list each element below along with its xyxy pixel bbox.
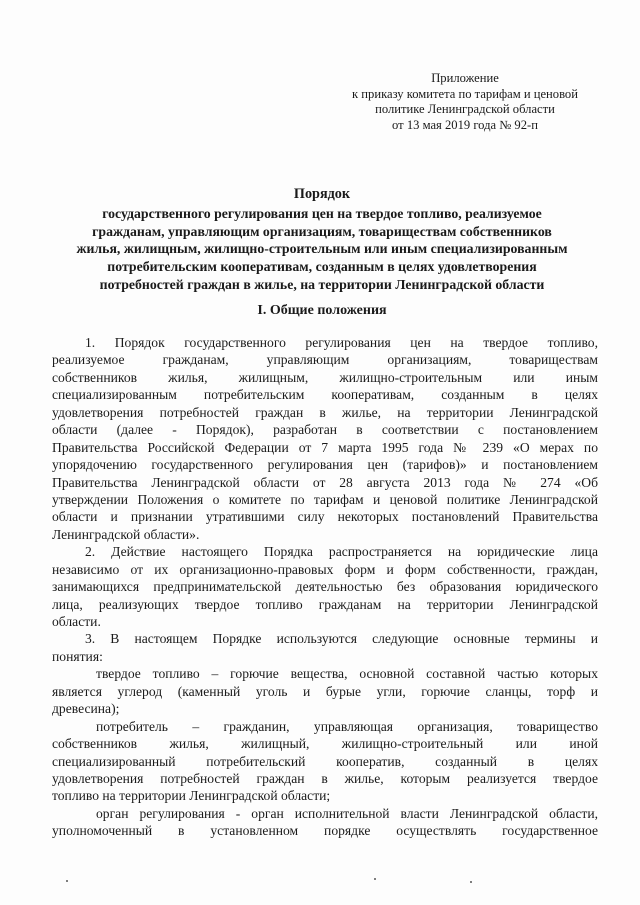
paragraph-line: понятия: [52,648,103,664]
appendix-line: политике Ленинградской области [375,102,555,116]
appendix-header [330,71,600,133]
scan-speck [66,880,68,882]
paragraph-line: древесина); [52,701,120,717]
appendix-line: к приказу комитета по тарифам и ценовой [352,86,578,101]
paragraph-line: области и признании утратившими силу некоторых постановлений Правительства [52,509,598,525]
paragraph-line: 3. В настоящем Порядке используются следующие основные термины и [85,631,598,647]
paragraph-line: потребитель – гражданин, управляющая организация, товарищество [96,718,598,734]
paragraph-line: удовлетворения потребностей граждан в жилье, на территории Ленинградской [52,404,598,420]
section-heading: I. Общие положения [257,303,387,318]
paragraph-line: Правительства Ленинградской области от 28 августа 2013 года № 274 «Об [52,474,598,490]
title-line: государственного регулирования цен на твердое топливо, реализуемое [102,205,542,221]
title-line: потребительским кооперативам, созданным в целях удовлетворения [107,259,537,275]
paragraph-line: является углерод (каменный уголь и бурые угли, горючие сланцы, торф и [52,683,598,699]
paragraph-line: орган регулирования - орган исполнительной власти Ленинградской области, [96,805,598,821]
paragraph-line: утверждении Положения о комитете по тарифам и ценовой политике Ленинградской [52,491,598,507]
paragraph-line: удовлетворения потребностей граждан в жилье, которым реализуется твердое [52,770,598,786]
paragraph-line: упорядочению государственного регулирования цен (тарифов)» и постановлением [52,457,598,473]
paragraph-line: Правительства Российской Федерации от 7 марта 1995 года № 239 «О мерах по [52,439,598,455]
paragraph-line: области (далее - Порядок), разработан в соответствии с постановлением [52,422,598,438]
paragraph-line: области. [52,614,101,629]
paragraph-line: специализированным потребительским кооперативам, созданным в целях [52,387,598,403]
title-main: Порядок [293,186,351,202]
paragraph-line: твердое топливо – горючие вещества, основной составной частью которых [96,666,598,682]
title-line: гражданам, управляющим организациям, товариществам собственников [92,223,552,239]
paragraph-line: специализированный потребительский кооператив, созданный в целях [52,753,598,769]
paragraph-line: Ленинградской области». [52,526,200,542]
scan-speck [374,878,376,880]
paragraph-line: уполномоченный в установленном порядке осуществлять государственное [52,823,598,839]
paragraph-line: реализуемое гражданам, управляющим организациям, товариществам [52,352,598,368]
paragraph-line: занимающихся предпринимательской деятельностью без образования юридического [52,579,598,595]
title-line: потребностей граждан в жилье, на территории Ленинградской области [99,276,545,292]
body-text [52,334,598,840]
document-title [52,186,592,294]
appendix-line: Приложение [431,71,499,85]
paragraph-line: лица, реализующих твердое топливо гражданам на территории Ленинградской [52,596,598,612]
paragraph-line: топливо на территории Ленинградской области; [52,788,331,804]
paragraph-line: 1. Порядок государственного регулирования цен на твердое топливо, [85,335,598,350]
title-line: жилья, жилищным, жилищно-строительным или иным специализированным [76,241,568,257]
appendix-line: от 13 мая 2019 года № 92-п [392,117,538,132]
paragraph-line: независимо от их организационно-правовых форм и форм собственности, граждан, [52,561,598,577]
scan-speck [470,881,472,883]
paragraph-line: собственников жилья, жилищный, жилищно-строительный или иной [52,736,598,752]
paragraph-line: собственников жилья, жилищным, жилищно-строительным или иным [52,369,598,385]
paragraph-line: 2. Действие настоящего Порядка распространяется на юридические лица [85,544,598,560]
